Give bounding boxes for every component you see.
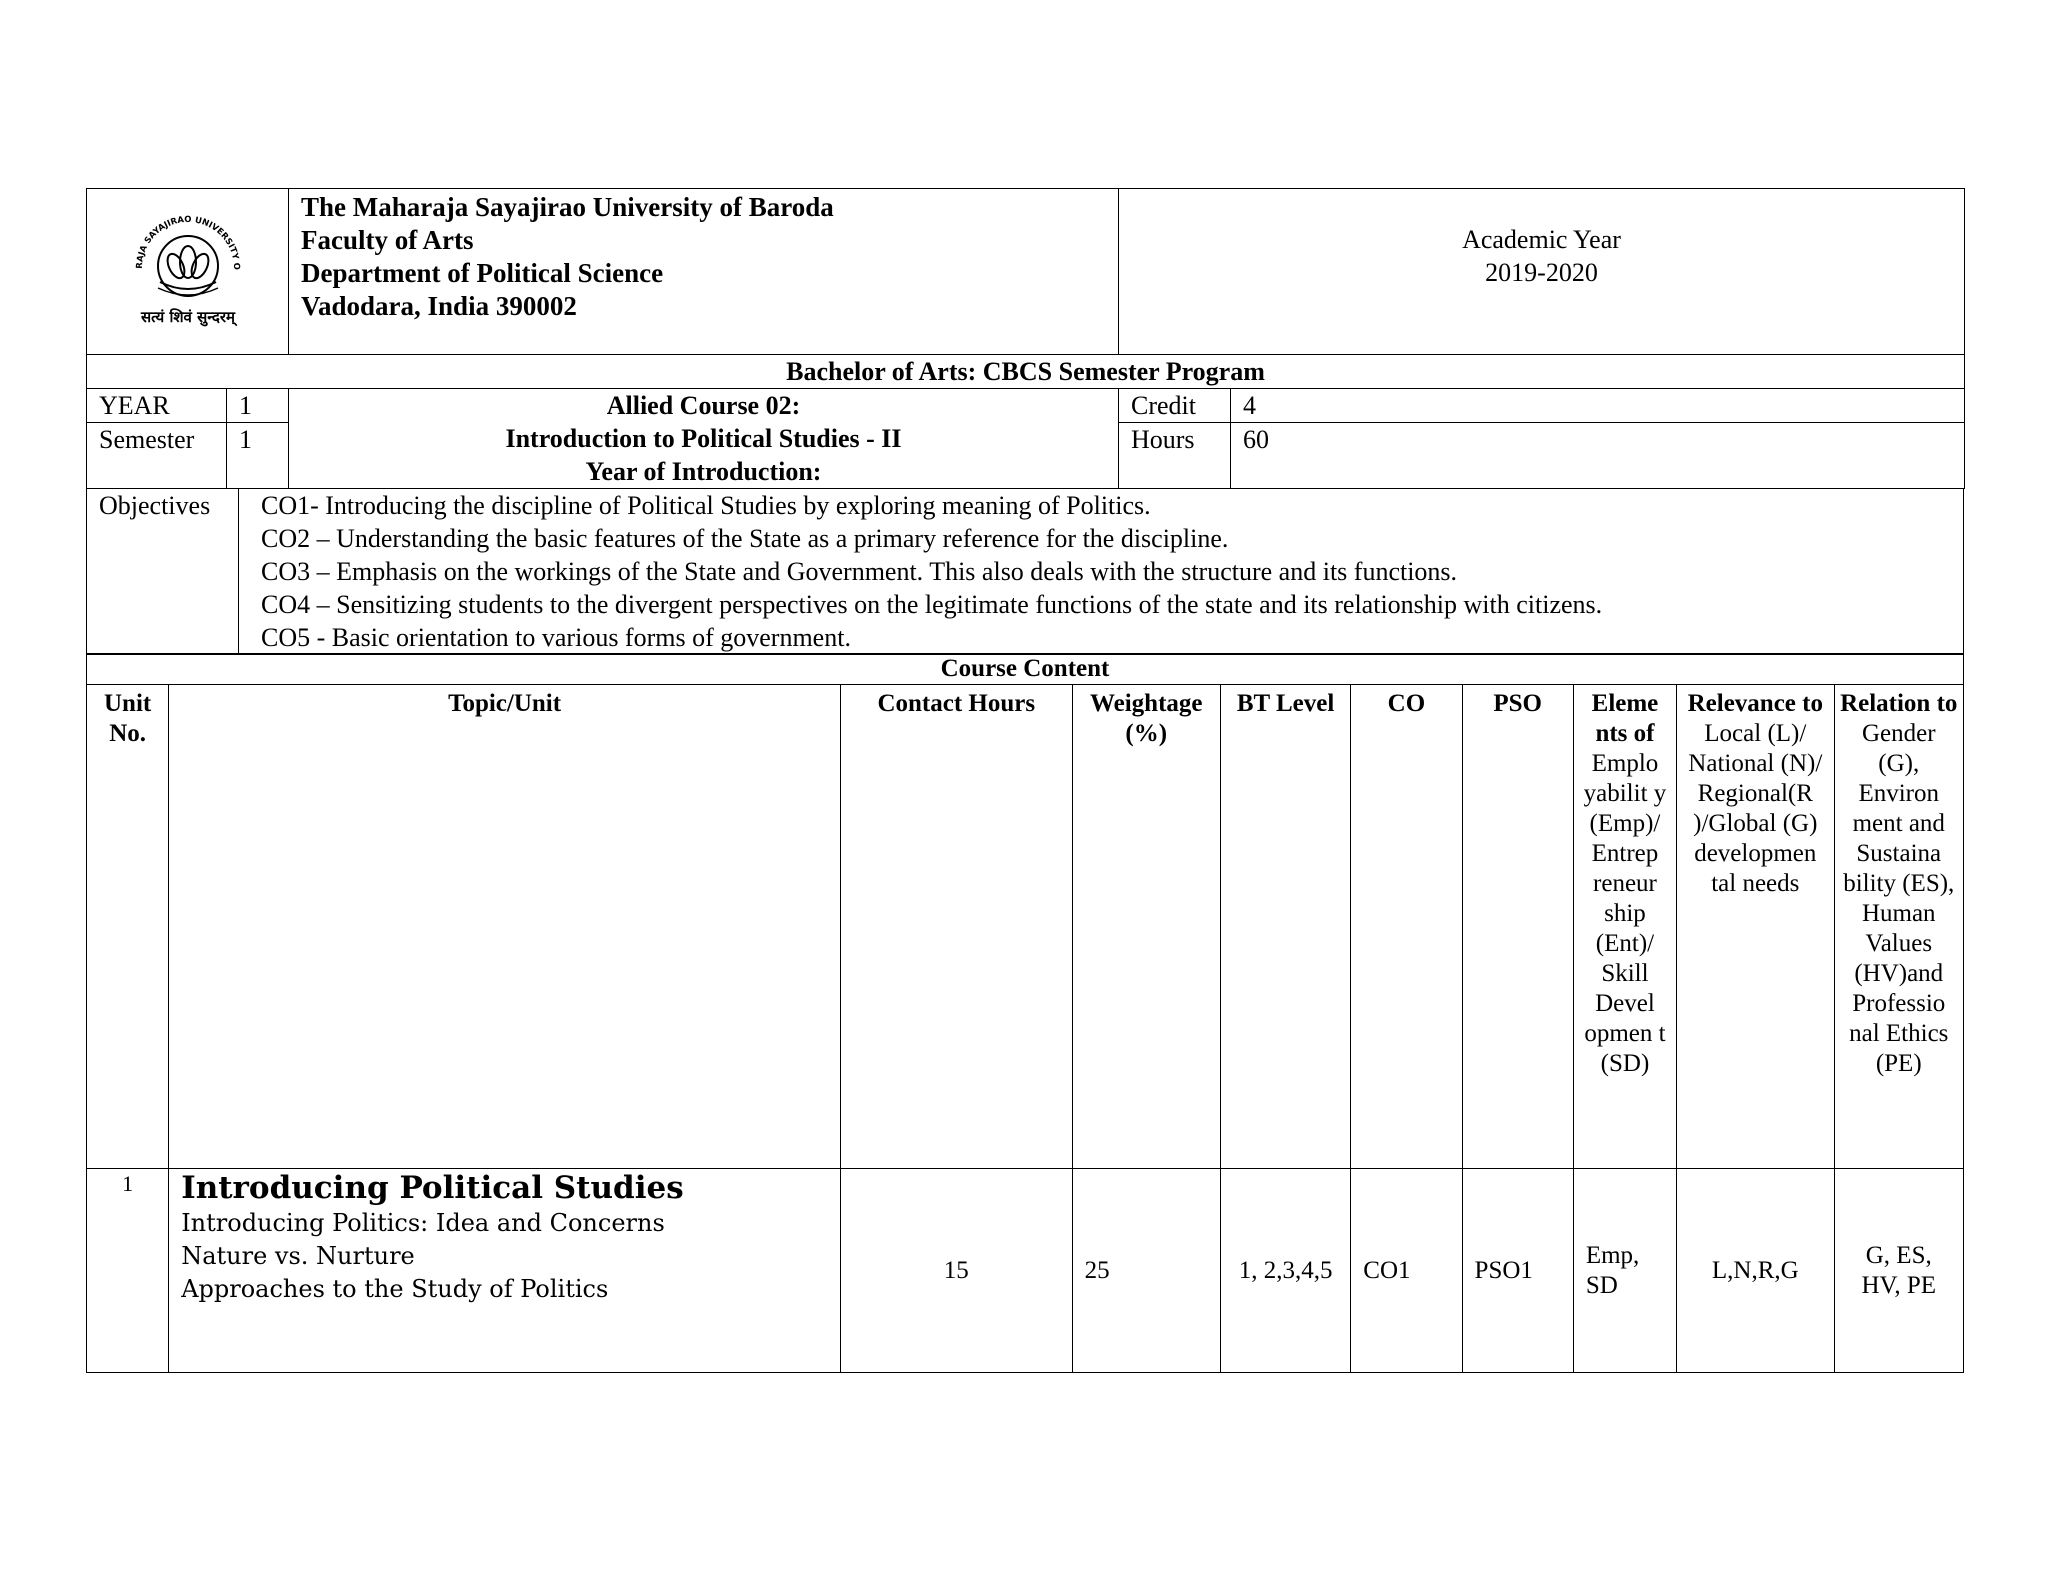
col-bt-level-header: BT Level (1220, 685, 1350, 1169)
academic-year-label: Academic Year (1462, 225, 1621, 254)
hours-label: Hours (1119, 423, 1231, 489)
weightage-value: 25 (1072, 1169, 1220, 1373)
year-label: YEAR (87, 389, 227, 423)
semester-label: Semester (87, 423, 227, 489)
col-relation-header (1834, 685, 1964, 1169)
course-content-table (86, 653, 1964, 1373)
objectives-list (239, 488, 1964, 654)
relevance-header-rest: Local (L)/ National (N)/ Regional(R )/Global (G) developmen tal needs (1688, 720, 1823, 897)
logo-motto: सत्यं शिवं सुन्दरम् (140, 307, 235, 326)
relevance-header-bold: Relevance to (1687, 690, 1823, 717)
objective-item: CO2 – Understanding the basic features of the State as a primary reference for the discipline. (261, 523, 1229, 553)
col-weightage-header: Weightage (%) (1072, 685, 1220, 1169)
academic-year-value: 2019-2020 (1485, 258, 1598, 287)
course-title-line3: Year of Introduction: (585, 457, 822, 486)
contact-hours-value: 15 (840, 1169, 1072, 1373)
employability-value: Emp, SD (1573, 1169, 1676, 1373)
pso-value: PSO1 (1462, 1169, 1573, 1373)
objectives-table (86, 488, 1964, 655)
col-relevance-header (1677, 685, 1834, 1169)
university-seal-icon (124, 204, 252, 332)
unit-title: Introducing Political Studies (181, 1170, 684, 1206)
col-pso-header: PSO (1462, 685, 1573, 1169)
relation-value: G, ES, HV, PE (1834, 1169, 1964, 1373)
objective-item: CO1- Introducing the discipline of Political Studies by exploring meaning of Politics. (261, 490, 1151, 520)
program-title: Bachelor of Arts: CBCS Semester Program (87, 355, 1965, 389)
objectives-label: Objectives (87, 488, 239, 654)
syllabus-page (86, 188, 1964, 1373)
objective-item: CO5 - Basic orientation to various forms of government. (261, 622, 851, 652)
col-co-header: CO (1351, 685, 1462, 1169)
table-row (87, 1169, 1964, 1373)
employability-header-bold: Eleme nts of (1591, 690, 1659, 747)
unit-number: 1 (87, 1169, 169, 1373)
logo-arc-text: RAJA SAYAJIRAO UNIVERSITY O (134, 214, 241, 270)
credit-value: 4 (1231, 389, 1965, 423)
course-title-line2: Introduction to Political Studies - II (505, 424, 902, 453)
objective-item: CO3 – Emphasis on the workings of the State and Government. This also deals with the structure and its functions. (261, 556, 1458, 586)
course-title-cell (289, 389, 1119, 489)
employability-header-rest: Emplo yabilit y (Emp)/ Entrep reneur ship (Ent)/ Skill Devel opmen t (SD) (1583, 750, 1667, 1077)
university-name: The Maharaja Sayajirao University of Baroda (301, 192, 834, 222)
university-info (289, 189, 1119, 355)
bt-level-value: 1, 2,3,4,5 (1220, 1169, 1350, 1373)
col-contact-hours-header: Contact Hours (840, 685, 1072, 1169)
hours-value: 60 (1231, 423, 1965, 489)
col-topic-header: Topic/Unit (169, 685, 841, 1169)
unit-topic-cell (169, 1169, 841, 1373)
unit-topic: Approaches to the Study of Politics (181, 1275, 609, 1303)
course-header-table (86, 188, 1965, 489)
semester-value: 1 (227, 423, 289, 489)
unit-topic: Introducing Politics: Idea and Concerns (181, 1209, 665, 1237)
university-logo-cell (87, 189, 289, 355)
course-content-title: Course Content (87, 654, 1964, 685)
objective-item: CO4 – Sensitizing students to the divergent perspectives on the legitimate functions of the state and its relationship with citizens. (261, 589, 1603, 619)
year-value: 1 (227, 389, 289, 423)
unit-topic: Nature vs. Nurture (181, 1242, 415, 1270)
credit-label: Credit (1119, 389, 1231, 423)
relation-header-rest: Gender (G), Environ ment and Sustaina bility (ES), Human Values (HV)and Professio nal Ethics (PE) (1843, 720, 1955, 1077)
col-unit-header: Unit No. (87, 685, 169, 1169)
university-address: Vadodara, India 390002 (301, 291, 577, 321)
faculty-name: Faculty of Arts (301, 225, 474, 255)
academic-year-cell (1119, 189, 1965, 355)
co-value: CO1 (1351, 1169, 1462, 1373)
course-title-line1: Allied Course 02: (606, 391, 801, 420)
relation-header-bold: Relation to (1840, 690, 1958, 717)
relevance-value: L,N,R,G (1677, 1169, 1834, 1373)
department-name: Department of Political Science (301, 258, 664, 288)
col-employability-header (1573, 685, 1676, 1169)
